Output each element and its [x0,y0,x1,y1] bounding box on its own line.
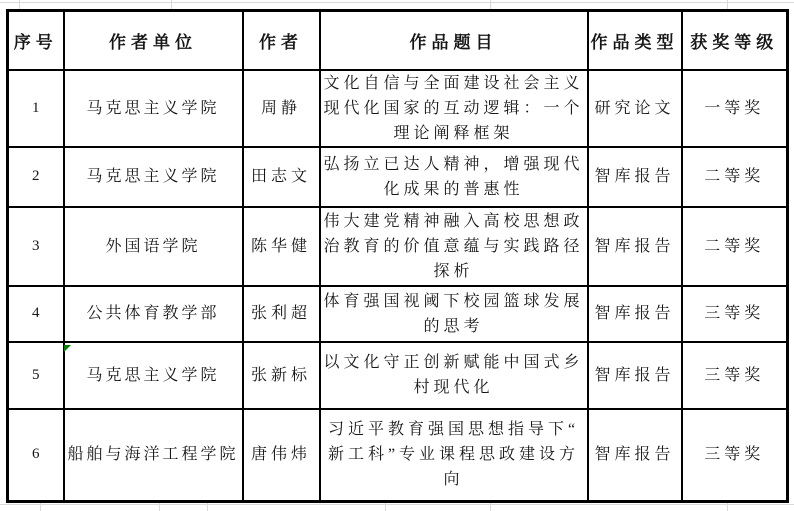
cell-unit[interactable]: 船舶与海洋工程学院 [64,409,243,502]
column-header-author[interactable]: 作者 [243,11,320,70]
gridline-vertical [727,0,728,9]
cell-title[interactable]: 弘扬立已达人精神，增强现代化成果的普惠性 [320,147,588,207]
cell-seq[interactable]: 4 [8,286,64,342]
cell-type[interactable]: 智库报告 [588,147,682,207]
table-row [8,147,788,207]
cell-type[interactable]: 智库报告 [588,286,682,342]
cell-author[interactable]: 唐伟炜 [243,409,320,502]
gridline-vertical [19,0,20,9]
column-header-unit[interactable]: 作者单位 [64,11,243,70]
cell-author[interactable]: 张新标 [243,342,320,409]
cell-award[interactable]: 一等奖 [682,70,788,147]
gridline-vertical [171,0,172,9]
gridline-vertical [727,503,728,511]
table-row [8,207,788,286]
gridline-vertical [40,503,41,511]
cell-unit[interactable]: 马克思主义学院 [64,147,243,207]
gridline-horizontal-top [0,2,794,3]
cell-unit[interactable]: 马克思主义学院 [64,342,243,409]
column-header-award[interactable]: 获奖等级 [682,11,788,70]
cell-award[interactable]: 二等奖 [682,207,788,286]
table-row [8,70,788,147]
cell-title[interactable]: 习近平教育强国思想指导下“新工科”专业课程思政建设方向 [320,409,588,502]
cell-seq[interactable]: 3 [8,207,64,286]
cell-seq[interactable]: 2 [8,147,64,207]
column-header-type[interactable]: 作品类型 [588,11,682,70]
column-header-seq[interactable]: 序号 [8,11,64,70]
gridline-vertical [159,503,160,511]
column-header-title[interactable]: 作品题目 [320,11,588,70]
cell-award[interactable]: 三等奖 [682,409,788,502]
cell-type[interactable]: 智库报告 [588,409,682,502]
gridline-vertical [207,503,208,511]
cell-title[interactable]: 以文化守正创新赋能中国式乡村现代化 [320,342,588,409]
cell-award[interactable]: 二等奖 [682,147,788,207]
cell-award[interactable]: 三等奖 [682,342,788,409]
gridline-vertical [490,503,491,511]
awards-table [6,9,789,503]
table-row [8,409,788,502]
header-row [8,11,788,70]
cell-error-indicator-icon [64,345,71,352]
cell-author[interactable]: 周静 [243,70,320,147]
cell-type[interactable]: 智库报告 [588,207,682,286]
cell-author[interactable]: 田志文 [243,147,320,207]
cell-unit[interactable]: 马克思主义学院 [64,70,243,147]
cell-seq[interactable]: 1 [8,70,64,147]
cell-title[interactable]: 文化自信与全面建设社会主义现代化国家的互动逻辑：一个理论阐释框架 [320,70,588,147]
cell-award[interactable]: 三等奖 [682,286,788,342]
cell-type[interactable]: 智库报告 [588,342,682,409]
cell-unit[interactable]: 公共体育教学部 [64,286,243,342]
cell-title[interactable]: 伟大建党精神融入高校思想政治教育的价值意蕴与实践路径探析 [320,207,588,286]
cell-author[interactable]: 张利超 [243,286,320,342]
cell-type[interactable]: 研究论文 [588,70,682,147]
gridline-vertical [490,0,491,9]
cell-author[interactable]: 陈华健 [243,207,320,286]
gridline-horizontal-bottom [0,504,794,505]
table-row [8,286,788,342]
cell-unit[interactable]: 外国语学院 [64,207,243,286]
cell-title[interactable]: 体育强国视阈下校园篮球发展的思考 [320,286,588,342]
cell-seq[interactable]: 6 [8,409,64,502]
cell-seq[interactable]: 5 [8,342,64,409]
gridline-vertical [385,503,386,511]
table-row [8,342,788,409]
